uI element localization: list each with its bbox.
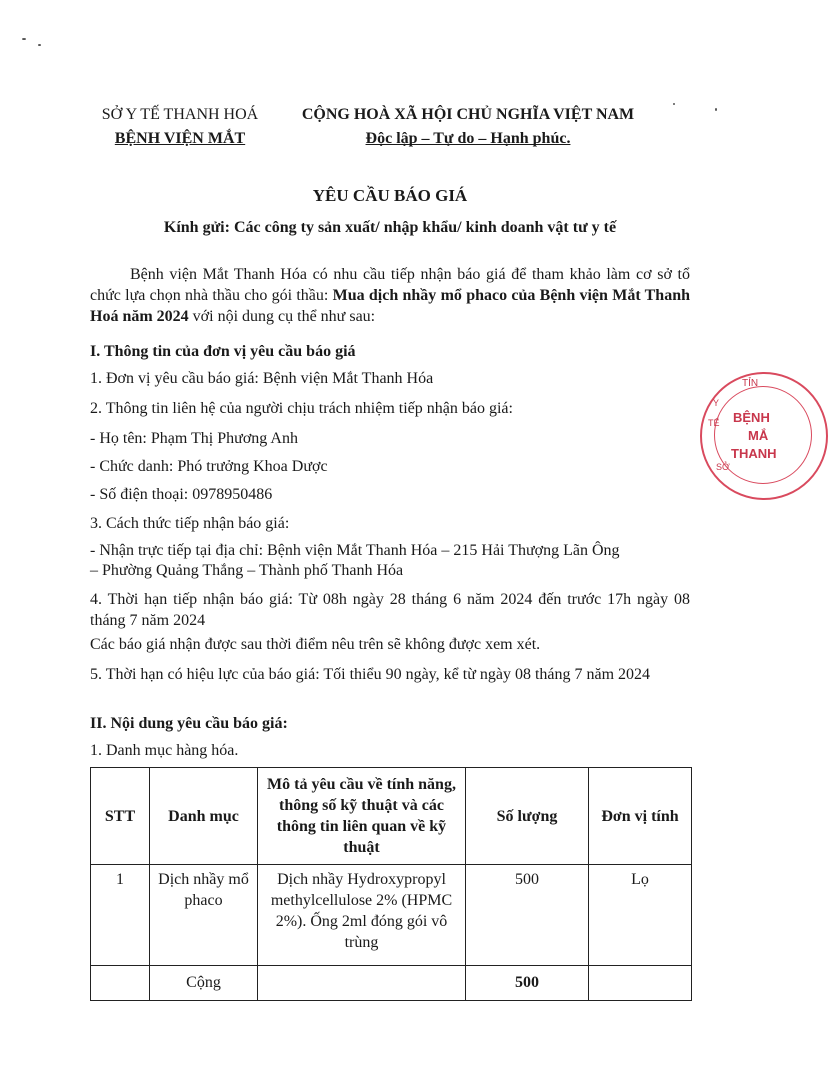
col-header-description: Mô tả yêu cầu về tính năng, thông số kỹ thuật và các thông tin liên quan về kỹ thuật — [258, 768, 466, 865]
receive-address-line1: - Nhận trực tiếp tại địa chỉ: Bệnh viện Mắt Thanh Hóa – 215 Hải Thượng Lãn Ông — [90, 542, 620, 559]
total-quantity: 500 — [466, 966, 589, 1001]
intro-paragraph — [90, 264, 690, 327]
stamp-text-line2: MẮ — [748, 428, 769, 443]
national-header — [283, 103, 653, 151]
scan-speck — [715, 108, 717, 111]
issuer-block — [90, 103, 270, 151]
deadline-paragraph: 4. Thời hạn tiếp nhận báo giá: Từ 08h ngày 28 tháng 6 năm 2024 đến trước 17h ngày 08 tháng 7 năm 2024 — [90, 591, 690, 629]
scan-speck — [673, 103, 675, 105]
validity-paragraph: 5. Thời hạn có hiệu lực của báo giá: Tối thiểu 90 ngày, kể từ ngày 08 tháng 7 năm 2024 — [90, 666, 651, 683]
national-motto: Độc lập – Tự do – Hạnh phúc. — [365, 130, 571, 147]
table-header-row — [91, 768, 692, 865]
goods-table — [90, 767, 692, 1001]
stamp-text-top: TỈN — [742, 378, 759, 389]
contact-info-label: 2. Thông tin liên hệ của người chịu trách nhiệm tiếp nhận báo giá: — [90, 400, 513, 417]
package-name: Mua dịch nhầy mổ phaco của Bệnh viện Mắt Thanh Hoá năm 2024 — [90, 287, 690, 325]
receive-method-label: 3. Cách thức tiếp nhận báo giá: — [90, 515, 290, 532]
contact-name: - Họ tên: Phạm Thị Phương Anh — [90, 430, 298, 447]
section-1-heading: I. Thông tin của đơn vị yêu cầu báo giá — [90, 343, 356, 360]
stamp-text-line3: THANH — [731, 446, 777, 461]
recipient-line: Kính gửi: Các công ty sản xuất/ nhập khẩu/ kinh doanh vật tư y tế — [163, 219, 617, 236]
cell-category: Dịch nhầy mổ phaco — [150, 865, 258, 966]
col-header-unit: Đơn vị tính — [589, 768, 692, 865]
col-header-category: Danh mục — [150, 768, 258, 865]
issuer-hospital: BỆNH VIỆN MẮT — [114, 130, 246, 147]
section-2-heading: II. Nội dung yêu cầu báo giá: — [90, 715, 288, 732]
scan-speck — [22, 38, 26, 40]
table-total-row — [91, 966, 692, 1001]
cell-stt: 1 — [91, 865, 150, 966]
contact-position: - Chức danh: Phó trưởng Khoa Dược — [90, 458, 328, 475]
col-header-stt: STT — [91, 768, 150, 865]
stamp-text-left-y: Y — [713, 398, 720, 408]
col-header-quantity: Số lượng — [466, 768, 589, 865]
total-label: Cộng — [150, 966, 258, 1001]
scan-speck — [38, 44, 41, 46]
cell-unit: Lọ — [589, 865, 692, 966]
issuer-department: SỞ Y TẾ THANH HOÁ — [101, 106, 259, 123]
goods-list-label: 1. Danh mục hàng hóa. — [90, 742, 239, 759]
table-row — [91, 865, 692, 966]
cell-empty — [589, 966, 692, 1001]
stamp-text-bottom: SỞ — [716, 462, 730, 472]
intro-text: Bệnh viện Mắt Thanh Hóa có nhu cầu tiếp nhận báo giá để tham khảo làm cơ sở tổ chức lựa chọn nhà thầu cho gói thầu: — [90, 266, 690, 304]
stamp-text-left-te: TẾ — [708, 418, 720, 428]
cell-empty — [91, 966, 150, 1001]
country-name: CỘNG HOÀ XÃ HỘI CHỦ NGHĨA VIỆT NAM — [301, 106, 635, 123]
late-notice: Các báo giá nhận được sau thời điểm nêu trên sẽ không được xem xét. — [90, 636, 541, 653]
cell-empty — [258, 966, 466, 1001]
requester-unit: 1. Đơn vị yêu cầu báo giá: Bệnh viện Mắt Thanh Hóa — [90, 370, 434, 387]
receive-address-line2: – Phường Quảng Thắng – Thành phố Thanh Hóa — [90, 562, 404, 579]
document-title: YÊU CẦU BÁO GIÁ — [312, 186, 468, 205]
contact-phone: - Số điện thoại: 0978950486 — [90, 486, 273, 503]
stamp-text-line1: BỆNH — [733, 410, 770, 425]
intro-text-end: với nội dung cụ thể như sau: — [188, 308, 376, 325]
cell-quantity: 500 — [466, 865, 589, 966]
cell-description: Dịch nhầy Hydroxypropyl methylcellulose 2% (HPMC 2%). Ống 2ml đóng gói vô trùng — [258, 865, 466, 966]
